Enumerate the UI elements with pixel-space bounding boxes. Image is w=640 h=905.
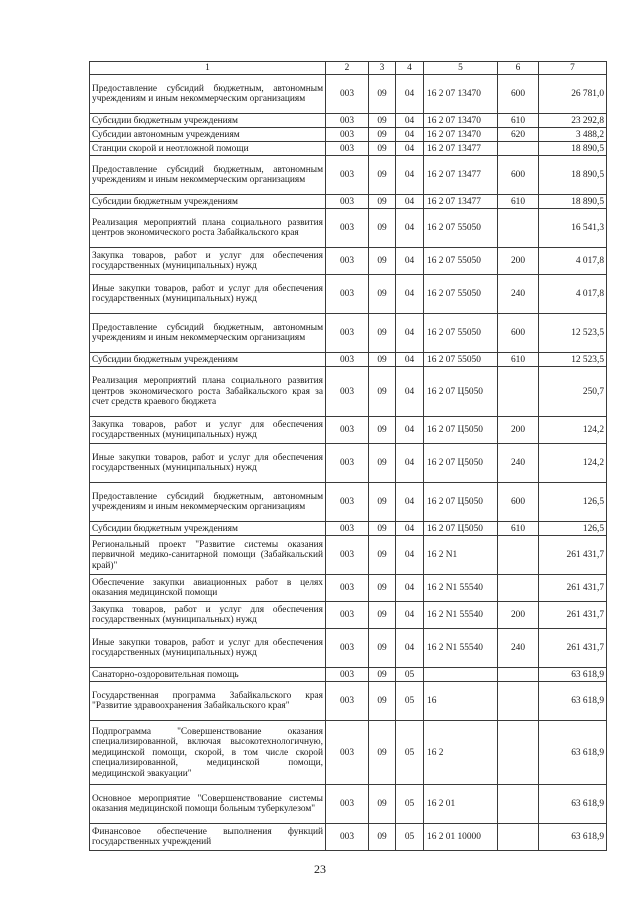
admin-code-cell: 003 [326,314,369,353]
description-cell: Закупка товаров, работ и услуг для обеспечения государственных (муниципальных) нужд [90,417,326,444]
expense-type-cell [498,536,539,575]
expense-type-cell [498,209,539,248]
amount-cell: 126,5 [539,522,607,536]
expense-type-cell: 610 [498,195,539,209]
description-cell: Региональный проект "Развитие системы оказания первичной медико-санитарной помощи (Забайкальский край)" [90,536,326,575]
expense-type-cell: 240 [498,275,539,314]
expense-type-cell [498,785,539,824]
subsection-cell: 04 [396,209,424,248]
subsection-cell: 04 [396,417,424,444]
admin-code-cell: 003 [326,668,369,682]
admin-code-cell: 003 [326,483,369,522]
admin-code-cell: 003 [326,114,369,128]
table-row [90,721,607,785]
section-cell: 09 [369,417,396,444]
section-cell: 09 [369,275,396,314]
amount-cell: 12 523,5 [539,314,607,353]
description-cell: Реализация мероприятий плана социального развития центров экономического роста Забайкальского края за счет средств краевого бюджета [90,367,326,417]
admin-code-cell: 003 [326,522,369,536]
amount-cell: 63 618,9 [539,824,607,851]
amount-cell: 12 523,5 [539,353,607,367]
admin-code-cell: 003 [326,248,369,275]
target-article-cell: 16 2 07 Ц5050 [424,444,498,483]
section-cell: 09 [369,75,396,114]
table-row [90,353,607,367]
amount-cell: 18 890,5 [539,195,607,209]
section-cell: 09 [369,353,396,367]
target-article-cell: 16 2 07 Ц5050 [424,417,498,444]
table-row [90,785,607,824]
target-article-cell: 16 2 N1 55540 [424,575,498,602]
subsection-cell: 04 [396,353,424,367]
admin-code-cell: 003 [326,536,369,575]
target-article-cell: 16 2 07 55050 [424,353,498,367]
subsection-cell: 04 [396,367,424,417]
table-row [90,156,607,195]
description-cell: Предоставление субсидий бюджетным, автономным учреждениям и иным некоммерческим организациям [90,483,326,522]
subsection-cell: 04 [396,195,424,209]
target-article-cell: 16 2 07 13470 [424,75,498,114]
admin-code-cell: 003 [326,156,369,195]
amount-cell: 261 431,7 [539,536,607,575]
table-row [90,668,607,682]
subsection-cell: 04 [396,629,424,668]
section-cell: 09 [369,682,396,721]
section-cell: 09 [369,114,396,128]
section-cell: 09 [369,721,396,785]
table-row [90,114,607,128]
table-row [90,142,607,156]
amount-cell: 124,2 [539,417,607,444]
description-cell: Основное мероприятие "Совершенствование системы оказания медицинской помощи больным туберкулезом" [90,785,326,824]
expense-type-cell: 240 [498,629,539,668]
subsection-cell: 04 [396,248,424,275]
expense-type-cell: 240 [498,444,539,483]
expense-type-cell [498,682,539,721]
header-cell-expense-type: 6 [498,62,539,75]
section-cell: 09 [369,209,396,248]
subsection-cell: 04 [396,142,424,156]
subsection-cell: 04 [396,275,424,314]
expense-type-cell: 610 [498,114,539,128]
target-article-cell: 16 2 N1 55540 [424,602,498,629]
expense-type-cell: 610 [498,353,539,367]
subsection-cell: 04 [396,602,424,629]
section-cell: 09 [369,142,396,156]
admin-code-cell: 003 [326,444,369,483]
admin-code-cell: 003 [326,824,369,851]
header-cell-description: 1 [90,62,326,75]
table-row [90,575,607,602]
expense-type-cell: 200 [498,602,539,629]
admin-code-cell: 003 [326,682,369,721]
section-cell: 09 [369,668,396,682]
amount-cell: 26 781,0 [539,75,607,114]
target-article-cell [424,668,498,682]
expense-type-cell: 610 [498,522,539,536]
subsection-cell: 05 [396,721,424,785]
section-cell: 09 [369,522,396,536]
table-row [90,824,607,851]
amount-cell: 63 618,9 [539,682,607,721]
table-row [90,275,607,314]
subsection-cell: 04 [396,314,424,353]
section-cell: 09 [369,444,396,483]
amount-cell: 126,5 [539,483,607,522]
admin-code-cell: 003 [326,209,369,248]
amount-cell: 16 541,3 [539,209,607,248]
expense-type-cell: 200 [498,248,539,275]
target-article-cell: 16 2 01 [424,785,498,824]
section-cell: 09 [369,483,396,522]
subsection-cell: 04 [396,156,424,195]
table-row [90,444,607,483]
description-cell: Субсидии бюджетным учреждениям [90,195,326,209]
section-cell: 09 [369,824,396,851]
table-row [90,128,607,142]
description-cell: Субсидии бюджетным учреждениям [90,114,326,128]
subsection-cell: 05 [396,668,424,682]
section-cell: 09 [369,128,396,142]
admin-code-cell: 003 [326,785,369,824]
target-article-cell: 16 2 07 13470 [424,114,498,128]
section-cell: 09 [369,536,396,575]
budget-table [89,61,607,851]
section-cell: 09 [369,602,396,629]
amount-cell: 261 431,7 [539,602,607,629]
subsection-cell: 04 [396,444,424,483]
description-cell: Предоставление субсидий бюджетным, автономным учреждениям и иным некоммерческим организациям [90,75,326,114]
expense-type-cell: 200 [498,417,539,444]
subsection-cell: 05 [396,682,424,721]
description-cell: Иные закупки товаров, работ и услуг для обеспечения государственных (муниципальных) нужд [90,629,326,668]
description-cell: Субсидии автономным учреждениям [90,128,326,142]
target-article-cell: 16 2 [424,721,498,785]
admin-code-cell: 003 [326,275,369,314]
target-article-cell: 16 2 07 55050 [424,209,498,248]
section-cell: 09 [369,314,396,353]
target-article-cell: 16 [424,682,498,721]
admin-code-cell: 003 [326,128,369,142]
amount-cell: 18 890,5 [539,156,607,195]
admin-code-cell: 003 [326,575,369,602]
section-cell: 09 [369,156,396,195]
subsection-cell: 04 [396,75,424,114]
admin-code-cell: 003 [326,721,369,785]
admin-code-cell: 003 [326,602,369,629]
table-row [90,314,607,353]
target-article-cell: 16 2 07 13477 [424,156,498,195]
description-cell: Финансовое обеспечение выполнения функций государственных учреждений [90,824,326,851]
description-cell: Субсидии бюджетным учреждениям [90,522,326,536]
table-row [90,367,607,417]
subsection-cell: 04 [396,522,424,536]
expense-type-cell [498,824,539,851]
amount-cell: 18 890,5 [539,142,607,156]
subsection-cell: 05 [396,824,424,851]
subsection-cell: 04 [396,128,424,142]
header-cell-target-article: 5 [424,62,498,75]
description-cell: Подпрограмма "Совершенствование оказания специализированной, включая высокотехнологичную, медицинской помощи, скорой, в том числе скорой специализированной, медицинской помощи, медицинской эвакуации" [90,721,326,785]
description-cell: Обеспечение закупки авиационных работ в целях оказания медицинской помощи [90,575,326,602]
amount-cell: 63 618,9 [539,721,607,785]
admin-code-cell: 003 [326,142,369,156]
section-cell: 09 [369,367,396,417]
description-cell: Иные закупки товаров, работ и услуг для обеспечения государственных (муниципальных) нужд [90,444,326,483]
table-row [90,417,607,444]
table-row [90,536,607,575]
description-cell: Государственная программа Забайкальского края "Развитие здравоохранения Забайкальского края" [90,682,326,721]
description-cell: Иные закупки товаров, работ и услуг для обеспечения государственных (муниципальных) нужд [90,275,326,314]
section-cell: 09 [369,575,396,602]
expense-type-cell: 600 [498,156,539,195]
amount-cell: 4 017,8 [539,275,607,314]
target-article-cell: 16 2 07 55050 [424,248,498,275]
amount-cell: 3 488,2 [539,128,607,142]
table-header-row [90,62,607,75]
subsection-cell: 04 [396,536,424,575]
table-row [90,195,607,209]
target-article-cell: 16 2 07 Ц5050 [424,483,498,522]
target-article-cell: 16 2 07 55050 [424,275,498,314]
section-cell: 09 [369,629,396,668]
target-article-cell: 16 2 07 13470 [424,128,498,142]
subsection-cell: 05 [396,785,424,824]
expense-type-cell [498,142,539,156]
expense-type-cell [498,668,539,682]
target-article-cell: 16 2 07 13477 [424,195,498,209]
description-cell: Субсидии бюджетным учреждениям [90,353,326,367]
description-cell: Санаторно-оздоровительная помощь [90,668,326,682]
amount-cell: 63 618,9 [539,785,607,824]
section-cell: 09 [369,248,396,275]
admin-code-cell: 003 [326,353,369,367]
subsection-cell: 04 [396,483,424,522]
amount-cell: 250,7 [539,367,607,417]
target-article-cell: 16 2 N1 [424,536,498,575]
header-cell-subsection: 4 [396,62,424,75]
expense-type-cell [498,721,539,785]
expense-type-cell: 600 [498,314,539,353]
table-row [90,682,607,721]
subsection-cell: 04 [396,575,424,602]
table-row [90,75,607,114]
description-cell: Закупка товаров, работ и услуг для обеспечения государственных (муниципальных) нужд [90,602,326,629]
amount-cell: 4 017,8 [539,248,607,275]
table-row [90,602,607,629]
expense-type-cell [498,367,539,417]
admin-code-cell: 003 [326,629,369,668]
amount-cell: 23 292,8 [539,114,607,128]
amount-cell: 261 431,7 [539,629,607,668]
expense-type-cell: 620 [498,128,539,142]
admin-code-cell: 003 [326,195,369,209]
table-row [90,209,607,248]
expense-type-cell [498,575,539,602]
admin-code-cell: 003 [326,417,369,444]
admin-code-cell: 003 [326,75,369,114]
target-article-cell: 16 2 07 Ц5050 [424,367,498,417]
header-cell-amount: 7 [539,62,607,75]
description-cell: Станции скорой и неотложной помощи [90,142,326,156]
target-article-cell: 16 2 01 10000 [424,824,498,851]
subsection-cell: 04 [396,114,424,128]
amount-cell: 63 618,9 [539,668,607,682]
description-cell: Реализация мероприятий плана социального развития центров экономического роста Забайкальского края [90,209,326,248]
description-cell: Предоставление субсидий бюджетным, автономным учреждениям и иным некоммерческим организациям [90,314,326,353]
target-article-cell: 16 2 07 13477 [424,142,498,156]
table-row [90,248,607,275]
table-row [90,522,607,536]
admin-code-cell: 003 [326,367,369,417]
description-cell: Закупка товаров, работ и услуг для обеспечения государственных (муниципальных) нужд [90,248,326,275]
section-cell: 09 [369,195,396,209]
target-article-cell: 16 2 07 55050 [424,314,498,353]
header-cell-section: 3 [369,62,396,75]
table-row [90,629,607,668]
target-article-cell: 16 2 N1 55540 [424,629,498,668]
expense-type-cell: 600 [498,75,539,114]
section-cell: 09 [369,785,396,824]
description-cell: Предоставление субсидий бюджетным, автономным учреждениям и иным некоммерческим организациям [90,156,326,195]
amount-cell: 261 431,7 [539,575,607,602]
amount-cell: 124,2 [539,444,607,483]
target-article-cell: 16 2 07 Ц5050 [424,522,498,536]
table-row [90,483,607,522]
page-number: 23 [314,862,326,876]
expense-type-cell: 600 [498,483,539,522]
header-cell-admin-code: 2 [326,62,369,75]
